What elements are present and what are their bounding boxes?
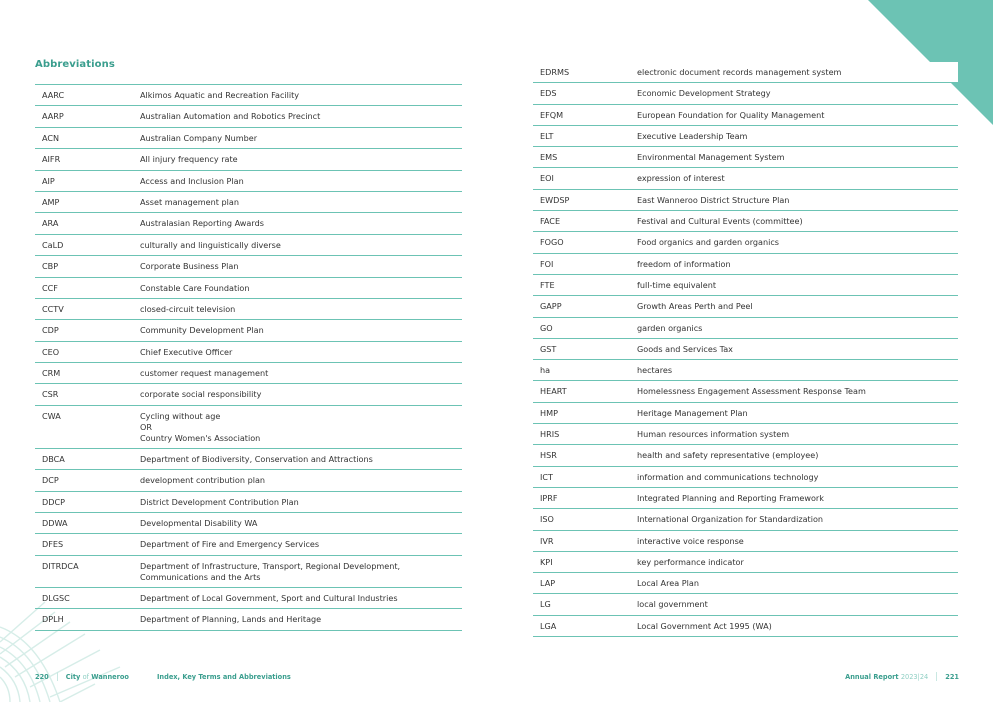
definition-line: East Wanneroo District Structure Plan [637,194,790,205]
table-row [533,211,958,232]
abbreviation: CWA [42,410,61,421]
table-row [35,363,462,384]
definition-line: Department of Fire and Emergency Services [140,539,320,550]
footer-left [35,672,291,681]
definition [637,408,958,419]
abbreviation: LG [540,599,551,610]
definition [140,154,462,165]
definition [140,133,462,144]
abbreviation: AMP [42,196,60,207]
abbreviation: DDWA [42,518,68,529]
abbreviation: HRIS [540,429,560,440]
definition [637,493,958,504]
definition-line: Local Area Plan [637,578,699,589]
org-city: City [65,672,81,681]
definition-line: Department of Local Government, Sport and Cultural Industries [140,592,398,603]
definition [140,261,462,272]
abbreviation: LGA [540,620,557,631]
abbreviation: IVR [540,535,554,546]
definition [140,90,462,101]
definition [637,450,958,461]
abbreviations-table-left [35,84,462,631]
definition [140,389,462,400]
abbreviation: CaLD [42,239,64,250]
definition [140,283,462,294]
table-row [533,275,958,296]
definition [637,557,958,568]
table-row [533,318,958,339]
definition [140,218,462,229]
definition-line: hectares [637,365,673,376]
abbreviation: CDP [42,325,59,336]
report-year: 2023|24 [900,672,929,681]
abbreviation: EMS [540,152,558,163]
definition-line: OR [140,421,152,432]
definition-line: Cycling without age [140,410,221,421]
table-row [533,126,958,147]
table-row [35,492,462,513]
abbreviations-table-right [533,62,958,637]
definition-line: Corporate Business Plan [140,261,239,272]
definition-line: closed-circuit television [140,303,236,314]
definition [637,301,958,312]
table-row [35,299,462,320]
table-row [533,105,958,126]
definition-line: health and safety representative (employee) [637,450,819,461]
abbreviation: ACN [42,132,60,143]
definition-line: garden organics [637,322,703,333]
org-of: of [82,672,89,681]
table-row [35,256,462,277]
definition [140,475,462,486]
definition-line: Goods and Services Tax [637,343,733,354]
definition-line: Integrated Planning and Reporting Framework [637,492,824,503]
definition-line: Community Development Plan [140,325,264,336]
table-row [35,342,462,363]
table-row [533,147,958,168]
definition-line: Australian Automation and Robotics Precinct [140,111,321,122]
table-row [35,128,462,149]
definition-line: Australasian Reporting Awards [140,218,264,229]
abbreviation: CCTV [42,303,64,314]
definition [140,197,462,208]
definition [140,593,462,604]
definition [637,110,958,121]
abbreviation: DPLH [42,614,64,625]
definition-line: All injury frequency rate [140,154,238,165]
abbreviation: ISO [540,514,554,525]
table-row [533,360,958,381]
definition-line: information and communications technology [637,471,819,482]
definition [637,67,958,78]
definition-line: customer request management [140,368,269,379]
abbreviation: ELT [540,130,554,141]
table-row [35,384,462,405]
definition-line: District Development Contribution Plan [140,496,299,507]
table-row [533,190,958,211]
abbreviation: AIP [42,175,55,186]
table-row [35,213,462,234]
definition-line: Australian Company Number [140,132,258,143]
table-row [533,403,958,424]
table-row [533,573,958,594]
definition-line: Environmental Management System [637,152,785,163]
definition-line: full-time equivalent [637,279,717,290]
table-row [533,552,958,573]
org-logo [66,673,129,681]
table-row [35,149,462,170]
definition-line: development contribution plan [140,475,266,486]
definition [637,323,958,334]
definition [637,344,958,355]
report-name: Annual Report [845,672,899,681]
abbreviation: DDCP [42,496,65,507]
definition [637,472,958,483]
definition [637,365,958,376]
footer-section-name: Index, Key Terms and Abbreviations [156,672,291,681]
definition [637,599,958,610]
org-name: Wanneroo [91,672,129,681]
table-row [533,232,958,253]
abbreviation: EWDSP [540,194,570,205]
abbreviation: ARA [42,218,59,229]
definition [140,411,462,444]
page-number-left: 220 [35,672,49,681]
definition [637,237,958,248]
definition [637,195,958,206]
definition [140,240,462,251]
abbreviation: CRM [42,368,61,379]
definition [637,514,958,525]
definition-line: Local Government Act 1995 (WA) [637,620,772,631]
abbreviation: FOGO [540,237,564,248]
definition-line: freedom of information [637,258,731,269]
abbreviation: FTE [540,279,555,290]
page-number-right: 221 [945,672,959,681]
definition [140,111,462,122]
table-row [533,488,958,509]
definition [140,176,462,187]
section-title: Abbreviations [35,59,115,70]
definition-line: Growth Areas Perth and Peel [637,301,753,312]
table-row [35,278,462,299]
definition-line: European Foundation for Quality Management [637,109,825,120]
footer-right [845,672,959,681]
definition-line: Homelessness Engagement Assessment Response Team [637,386,866,397]
definition-line: Constable Care Foundation [140,282,250,293]
definition-line: Developmental Disability WA [140,518,258,529]
table-row [533,531,958,552]
footer-divider [57,672,58,681]
abbreviation: CBP [42,261,59,272]
definition [140,539,462,550]
table-row [35,320,462,341]
definition-line: Country Women's Association [140,432,261,443]
definition-line: local government [637,599,708,610]
definition-line: interactive voice response [637,535,744,546]
abbreviation: DCP [42,475,59,486]
table-row [35,406,462,449]
abbreviation: CCF [42,282,58,293]
abbreviation: AARP [42,111,64,122]
abbreviation: DITRDCA [42,560,79,571]
abbreviation: DLGSC [42,592,70,603]
definition [140,497,462,508]
abbreviation: HMP [540,407,558,418]
table-row [35,171,462,192]
table-row [533,83,958,104]
abbreviation: GO [540,322,553,333]
table-row [35,192,462,213]
abbreviation: HSR [540,450,557,461]
definition-line: corporate social responsibility [140,389,262,400]
table-row [533,509,958,530]
abbreviation: IPRF [540,492,558,503]
abbreviation: FOI [540,258,554,269]
abbreviation: FACE [540,216,561,227]
definition [637,536,958,547]
table-row [533,467,958,488]
table-row [533,168,958,189]
definition-line: Department of Planning, Lands and Heritage [140,614,322,625]
definition-line: Human resources information system [637,429,790,440]
abbreviation: LAP [540,578,556,589]
definition-line: Executive Leadership Team [637,130,748,141]
abbreviation: DBCA [42,453,65,464]
table-row [35,513,462,534]
definition [637,259,958,270]
definition [140,454,462,465]
definition-line: Alkimos Aquatic and Recreation Facility [140,90,300,100]
abbreviation: EDRMS [540,67,570,77]
definition-line: expression of interest [637,173,725,184]
definition-line: Asset management plan [140,196,239,207]
footer-divider [936,672,937,681]
definition [637,280,958,291]
definition-line: Festival and Cultural Events (committee) [637,216,803,227]
table-row [533,62,958,83]
abbreviation: EOI [540,173,554,184]
table-row [533,296,958,317]
table-row [533,616,958,637]
abbreviation: CSR [42,389,59,400]
abbreviation: GST [540,343,557,354]
definition [637,429,958,440]
definition-line: Chief Executive Officer [140,346,233,357]
definition [140,614,462,625]
abbreviation: DFES [42,539,64,550]
definition [140,368,462,379]
definition [637,578,958,589]
abbreviation: AARC [42,90,65,100]
table-row [35,588,462,609]
definition [140,304,462,315]
table-row [533,381,958,402]
table-row [35,609,462,630]
table-row [533,254,958,275]
definition [637,152,958,163]
definition [140,518,462,529]
definition [637,88,958,99]
definition-line: Heritage Management Plan [637,407,748,418]
abbreviation: ICT [540,471,553,482]
definition [637,621,958,632]
definition-line: electronic document records management system [637,67,842,77]
table-row [533,445,958,466]
definition [637,131,958,142]
definition-line: Food organics and garden organics [637,237,780,248]
abbreviation: CEO [42,346,60,357]
definition [140,347,462,358]
definition [637,173,958,184]
abbreviation: HEART [540,386,567,397]
definition-line: International Organization for Standardization [637,514,824,525]
abbreviation: AIFR [42,154,61,165]
table-row [533,339,958,360]
abbreviation: EFQM [540,109,564,120]
table-row [35,449,462,470]
abbreviation: GAPP [540,301,562,312]
definition-line: Access and Inclusion Plan [140,175,244,186]
table-row [35,235,462,256]
definition-line: Department of Biodiversity, Conservation and Attractions [140,453,373,464]
definition [140,325,462,336]
definition-line: key performance indicator [637,556,744,567]
definition [637,216,958,227]
table-row [35,556,462,588]
abbreviation: EDS [540,88,557,99]
table-row [35,534,462,555]
table-row [35,85,462,106]
definition-line: culturally and linguistically diverse [140,239,281,250]
table-row [35,106,462,127]
abbreviation: ha [540,365,551,376]
table-row [35,470,462,491]
table-row [533,594,958,615]
definition [140,561,462,583]
table-row [533,424,958,445]
abbreviation: KPI [540,556,553,567]
definition-line: Economic Development Strategy [637,88,771,99]
definition [637,386,958,397]
definition-line: Department of Infrastructure, Transport, Regional Development, Communications and the Arts [140,560,401,582]
